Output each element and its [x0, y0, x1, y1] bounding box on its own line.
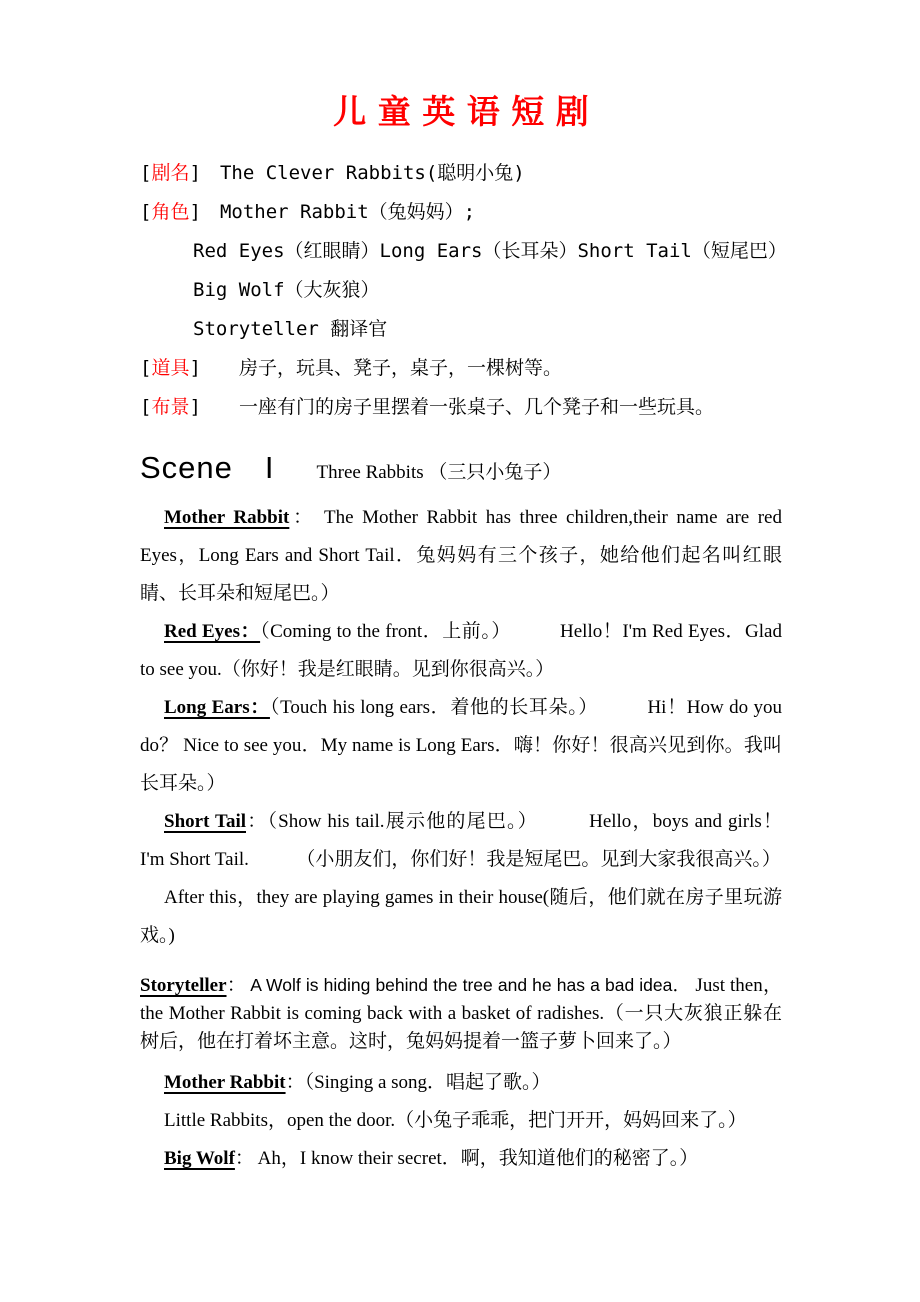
meta-line: [140, 201, 782, 223]
scene-subtitle: Three Rabbits （三只小兔子）: [316, 462, 562, 483]
dialogue-text: （Show his tail.展示他的尾巴。） Hello，boys and girls！ I'm Short Tail. （小朋友们，你们好！我是短尾巴。见到大家我很高兴。）: [140, 811, 782, 870]
meta-bracket-open: [: [140, 396, 152, 418]
script-body: [140, 499, 782, 1178]
meta-content: 一座有门的房子里摆着一张桌子、几个凳子和一些玩具。: [238, 396, 714, 418]
meta-content: Big Wolf（大灰狼）: [193, 279, 380, 301]
speaker-colon: ：: [234, 1148, 254, 1169]
speaker-name: Short Tail: [164, 811, 246, 832]
meta-label: 角色: [151, 201, 190, 223]
meta-bracket-open: [: [140, 201, 152, 223]
narration-paragraph: [140, 971, 782, 1056]
meta-bracket-open: [: [140, 357, 152, 379]
dialogue-paragraph: [140, 1102, 782, 1140]
dialogue-paragraph: [140, 803, 782, 879]
meta-label: 道具: [151, 357, 190, 379]
meta-line: [140, 396, 782, 418]
dialogue-paragraph: [140, 499, 782, 613]
speaker-name: Storyteller: [140, 975, 227, 996]
dialogue-text: After this，they are playing games in their house(随后，他们就在房子里玩游戏。): [140, 887, 782, 946]
meta-content: Storyteller 翻译官: [193, 318, 388, 340]
meta-content: The Clever Rabbits(聪明小兔): [219, 162, 525, 184]
meta-line: [140, 318, 782, 340]
dialogue-paragraph: [140, 689, 782, 803]
document-title: 儿 童 英 语 短 剧: [333, 92, 589, 131]
meta-bracket-close: ]: [189, 162, 201, 184]
speaker-name: Long Ears：: [164, 697, 270, 718]
meta-bracket-close: ]: [189, 396, 201, 418]
meta-gap: [201, 357, 239, 379]
meta-label: 剧名: [151, 162, 190, 184]
meta-line: [140, 240, 787, 262]
meta-bracket-close: ]: [189, 357, 201, 379]
dialogue-text: （Coming to the front．上前。） Hello！I'm Red Eyes．Glad to see you.（你好！我是红眼睛。见到你很高兴。）: [140, 621, 782, 680]
dialogue-paragraph: [140, 879, 782, 955]
meta-content: 房子，玩具、凳子，桌子，一棵树等。: [238, 357, 562, 379]
meta-bracket-close: ]: [189, 201, 201, 223]
speaker-name: Mother Rabbit: [164, 1072, 286, 1093]
meta-line: [140, 279, 782, 301]
meta-gap: [201, 162, 220, 184]
meta-line: [140, 357, 782, 379]
scene-heading: [140, 442, 782, 487]
speaker-name: Mother Rabbit: [164, 507, 290, 528]
meta-section: [140, 162, 787, 418]
meta-bracket-open: [: [140, 162, 152, 184]
scene-number: Scene I: [140, 450, 275, 485]
meta-line: [140, 162, 782, 184]
speaker-name: Big Wolf: [164, 1148, 235, 1169]
dialogue-text-sans: A Wolf is hiding behind the tree and he has a bad idea．: [246, 975, 691, 995]
meta-gap: [201, 396, 239, 418]
dialogue-text: The Mother Rabbit has three children,their name are red Eyes，Long Ears and Short Tail．兔妈妈有三个孩子，她给他们起名叫红眼睛、长耳朵和短尾巴。）: [140, 507, 782, 604]
speaker-colon: ：: [285, 1072, 305, 1093]
dialogue-text: （Singing a song．唱起了歌。）: [304, 1072, 551, 1093]
dialogue-text: Ah，I know their secret．啊，我知道他们的秘密了。）: [253, 1148, 699, 1169]
meta-gap: [201, 201, 220, 223]
speaker-name: Red Eyes：: [164, 621, 261, 642]
dialogue-paragraph: [140, 613, 782, 689]
dialogue-text: Just then，the Mother Rabbit is coming back with a basket of radishes.（一只大灰狼正躲在树后，他在打着坏主意。这时，兔妈妈提着一篮子萝卜回来了。）: [140, 975, 782, 1052]
meta-label: 布景: [151, 396, 190, 418]
meta-content: Mother Rabbit（兔妈妈）;: [219, 201, 476, 223]
dialogue-text: Little Rabbits，open the door.（小兔子乖乖，把门开开，妈妈回来了。）: [164, 1110, 747, 1131]
dialogue-paragraph: [140, 1064, 782, 1102]
meta-content: Red Eyes（红眼睛）Long Ears（长耳朵）Short Tail（短尾巴）: [193, 240, 787, 262]
speaker-colon: ：: [226, 975, 247, 996]
speaker-colon: ：: [289, 507, 316, 528]
speaker-colon: ：: [246, 811, 268, 832]
dialogue-paragraph: [140, 1140, 782, 1178]
dialogue-text: （Touch his long ears．着他的长耳朵。） Hi！How do you do？ Nice to see you．My name is Long Ears．嗨！你好！很高兴见到你。我叫长耳朵。）: [140, 697, 782, 794]
